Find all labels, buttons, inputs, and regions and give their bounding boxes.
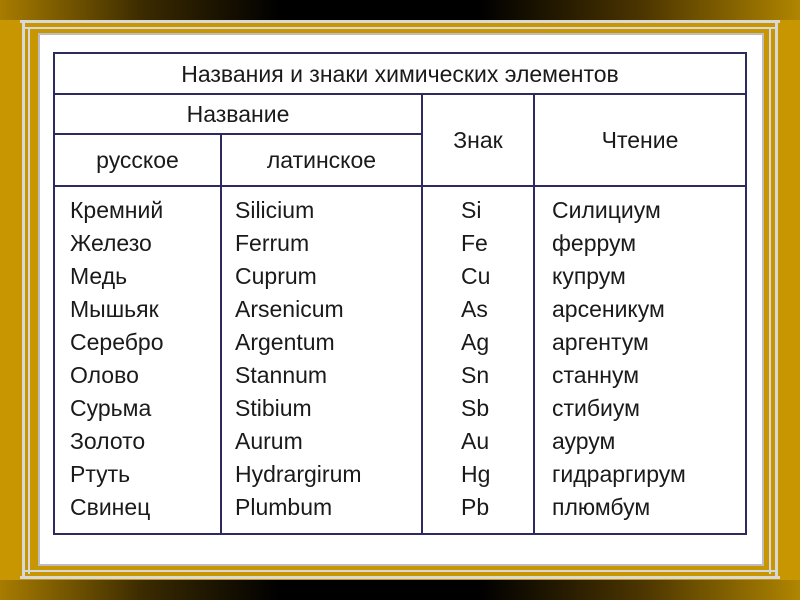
header-reading: Чтение	[601, 127, 679, 153]
frame-line-top-inner	[25, 27, 775, 29]
col-divider-latin	[220, 133, 222, 533]
list-item: Argentum	[235, 329, 335, 355]
list-item: Кремний	[70, 197, 164, 223]
column-russian	[70, 194, 163, 524]
list-item: Железо	[70, 230, 152, 256]
elements-table	[53, 52, 747, 535]
list-item: Медь	[70, 263, 128, 289]
list-item: Pb	[461, 494, 490, 520]
header-symbol: Знак	[453, 127, 503, 153]
list-item: Серебро	[70, 329, 164, 355]
list-item: Silicium	[235, 197, 315, 223]
list-item: стибиум	[552, 395, 640, 421]
list-item: Stibium	[235, 395, 312, 421]
row-divider-title	[55, 93, 745, 95]
list-item: плюмбум	[552, 494, 651, 520]
list-item: Stannum	[235, 362, 328, 388]
list-item: Олово	[70, 362, 139, 388]
list-item: Hg	[461, 461, 491, 487]
list-item: Cu	[461, 263, 491, 289]
list-item: Сурьма	[70, 395, 152, 421]
frame-line-bottom-inner	[25, 570, 775, 572]
list-item: As	[461, 296, 488, 322]
list-item: Arsenicum	[235, 296, 344, 322]
list-item: Cuprum	[235, 263, 317, 289]
list-item: Si	[461, 197, 482, 223]
column-latin	[235, 194, 362, 524]
list-item: Sn	[461, 362, 490, 388]
list-item: Ag	[461, 329, 490, 355]
list-item: феррум	[552, 230, 637, 256]
frame-line-left-inner	[28, 28, 30, 574]
header-name: Название	[186, 101, 290, 127]
list-item: купрум	[552, 263, 626, 289]
list-item: гидраргирум	[552, 461, 686, 487]
list-item: Hydrargirum	[235, 461, 362, 487]
list-item: Ртуть	[70, 461, 131, 487]
list-item: аурум	[552, 428, 616, 454]
row-divider-subheader	[55, 133, 421, 135]
header-russian: русское	[96, 147, 179, 173]
column-symbol	[461, 194, 490, 524]
list-item: Aurum	[235, 428, 303, 454]
col-divider-reading	[533, 93, 535, 533]
frame-line-left	[22, 22, 25, 578]
list-item: Au	[461, 428, 490, 454]
bottom-gradient-band	[0, 580, 800, 600]
list-item: аргентум	[552, 329, 649, 355]
frame-line-right-inner	[769, 28, 771, 574]
list-item: Свинец	[70, 494, 151, 520]
list-item: Sb	[461, 395, 490, 421]
list-item: арсеникум	[552, 296, 665, 322]
col-divider-symbol	[421, 93, 423, 533]
frame-line-right	[775, 22, 778, 578]
header-latin: латинское	[266, 147, 377, 173]
table-title: Названия и знаки химических элементов	[181, 61, 619, 87]
frame-line-bottom	[20, 576, 780, 579]
list-item: Мышьяк	[70, 296, 159, 322]
top-gradient-band	[0, 0, 800, 20]
list-item: станнум	[552, 362, 640, 388]
list-item: Plumbum	[235, 494, 333, 520]
list-item: Золото	[70, 428, 146, 454]
list-item: Ferrum	[235, 230, 310, 256]
column-reading	[552, 194, 686, 524]
list-item: Силициум	[552, 197, 661, 223]
list-item: Fe	[461, 230, 488, 256]
row-divider-header-bottom	[55, 185, 745, 187]
frame-line-top	[20, 20, 780, 23]
